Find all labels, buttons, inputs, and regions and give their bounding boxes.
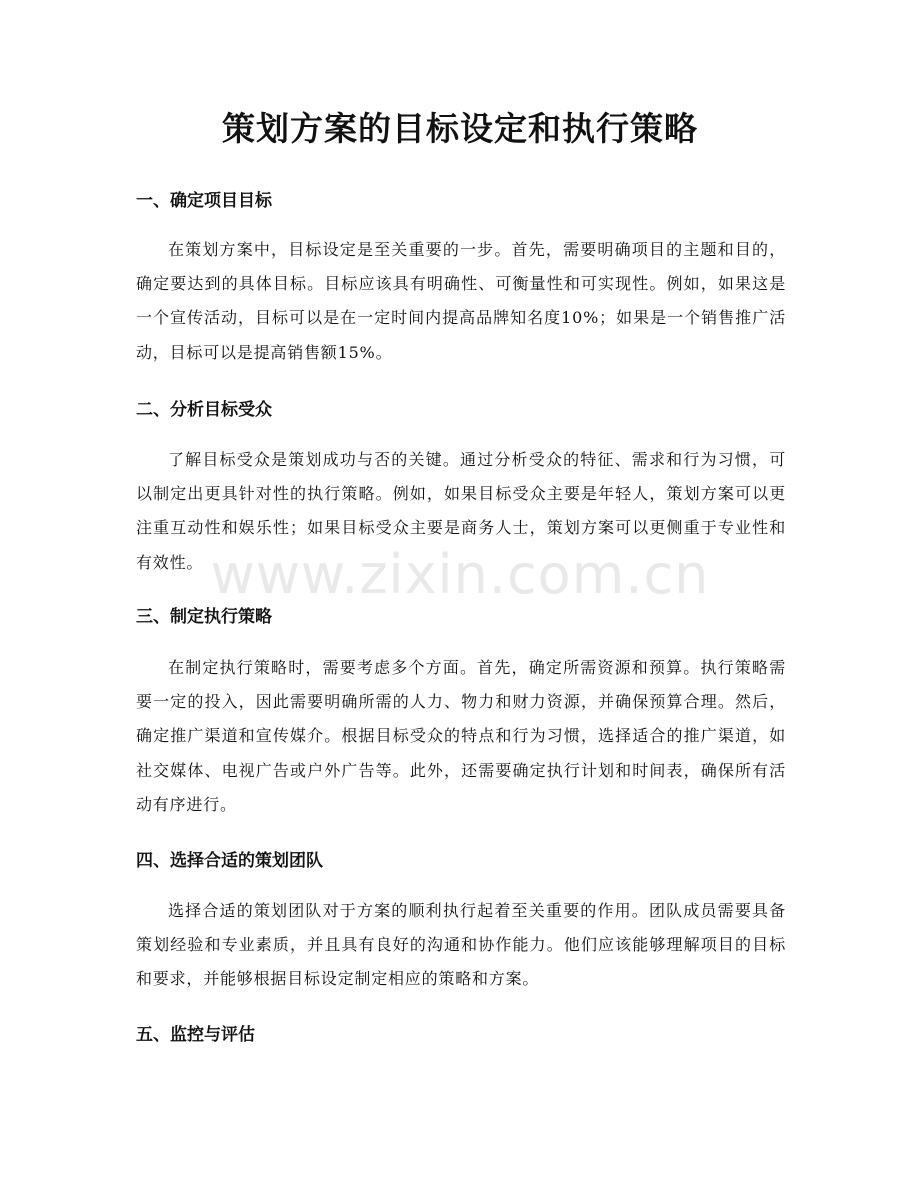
section-heading-5: 五、监控与评估 — [136, 1025, 255, 1045]
section-paragraph-1: 在策划方案中，目标设定是至关重要的一步。首先，需要明确项目的主题和目的，确定要达到的具体目标。目标应该具有明确性、可衡量性和可实现性。例如，如果这是一个宣传活动，目标可以是在一定时间内提高品牌知名度10%；如果是一个销售推广活动，目标可以是提高销售额15%。 — [136, 240, 786, 362]
section-heading-2: 二、分析目标受众 — [136, 400, 272, 420]
section-paragraph-2: 了解目标受众是策划成功与否的关键。通过分析受众的特征、需求和行为习惯，可以制定出更具针对性的执行策略。例如，如果目标受众主要是年轻人，策划方案可以更注重互动性和娱乐性；如果目标受众主要是商务人士，策划方案可以更侧重于专业性和有效性。 — [136, 450, 786, 572]
section-paragraph-4: 选择合适的策划团队对于方案的顺利执行起着至关重要的作用。团队成员需要具备策划经验和专业素质，并且具有良好的沟通和协作能力。他们应该能够理解项目的目标和要求，并能够根据目标设定制定相应的策略和方案。 — [136, 901, 786, 989]
section-paragraph-3: 在制定执行策略时，需要考虑多个方面。首先，确定所需资源和预算。执行策略需要一定的投入，因此需要明确所需的人力、物力和财力资源，并确保预算合理。然后，确定推广渠道和宣传媒介。根据目标受众的特点和行为习惯，选择适合的推广渠道，如社交媒体、电视广告或户外广告等。此外，还需要确定执行计划和时间表，确保所有活动有序进行。 — [136, 658, 786, 814]
watermark: www.zixin.com.cn — [210, 543, 710, 606]
section-heading-4: 四、选择合适的策划团队 — [136, 851, 323, 871]
section-heading-1: 一、确定项目目标 — [136, 191, 272, 211]
document-title: 策划方案的目标设定和执行策略 — [222, 109, 698, 148]
section-heading-3: 三、制定执行策略 — [136, 607, 272, 627]
